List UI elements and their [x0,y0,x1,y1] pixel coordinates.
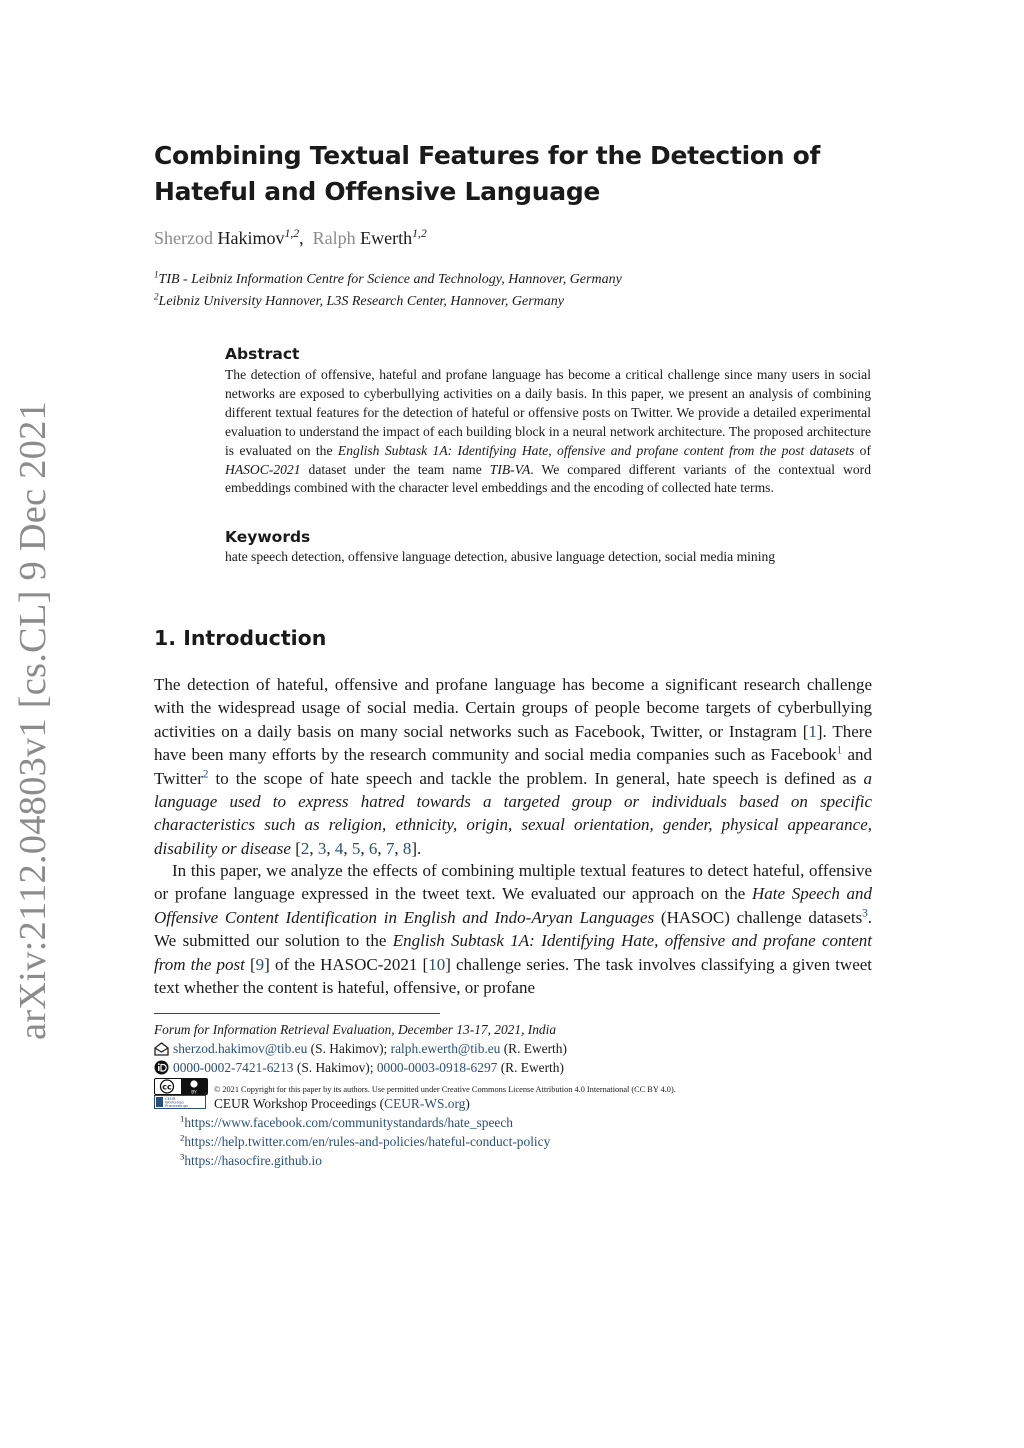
ceur-logo-line-2: Workshop [165,1099,184,1105]
abstract-text-3: dataset under the team name [300,461,490,477]
keywords-heading: Keywords [225,528,311,546]
ceur-logo-icon [154,1095,206,1114]
venue-text: Forum for Information Retrieval Evaluation, December 13-17, 2021, India [154,1022,557,1037]
author-list: Sherzod Hakimov$^{1,2}$, Ralph Ewerth$^{1,2}$ [154,227,427,248]
para2-text-a: In this paper, we analyze the effects of combining multiple textual features to detect hateful, offensive or profane language expressed in the tweet text. We evaluated our approach on the [154,861,872,904]
abstract-text-4: . We compared different variants of the contextual word embeddings combined with the character level embeddings and the encoding of collected hate terms. [225,461,871,496]
para2-text-d: [ [244,954,256,974]
orcid2-owner: (R. Ewerth) [497,1060,564,1076]
keywords-text: hate speech detection, offensive language detection, abusive language detection, social media mining [225,549,776,564]
email2-owner: (R. Ewerth) [500,1041,567,1057]
author-2-first-name: Ralph [312,228,356,248]
para1-text-e: [ [290,838,301,858]
hasoc-full-name: Hate Speech and Offensive Content Identification in English and Indo-Aryan Languages [154,884,872,927]
footnote-emails [154,1039,874,1058]
footnote-url-2 [154,1132,874,1151]
author-1-first-name: Sherzod [154,228,213,248]
orcid-link-hakimov[interactable]: 0000-0002-7421-6213 [173,1060,294,1076]
affiliation-2 [154,291,564,310]
abstract-emphasis-team: TIB-VA [489,461,531,477]
hasoc-site-url[interactable]: https://hasocfire.github.io [184,1153,322,1169]
subtask-name: English Subtask 1A: Identifying Hate, offensive and profane content from the post [154,931,872,974]
para2-text-c: . We submitted our solution to the [154,907,873,951]
ceur-logo-line-1: CEUR [165,1095,176,1101]
ceur-ws-link[interactable]: CEUR-WS.org [384,1095,466,1111]
section-heading-introduction: 1. Introduction [154,626,327,650]
footnote-url-1-num: 1 [180,1113,185,1124]
cc-badge-by-label: BY [191,1089,197,1095]
hate-speech-definition: a language used to express hatred towards a targeted group or individuals based on specific characteristics such as religion, ethnicity, origin, sexual orientation, gender, physical appearance, disability or disease [154,768,872,858]
citation-link-1[interactable]: 1 [808,721,817,741]
para2-text-f: ] challenge series. The task involves classifying a given tweet text whether the content is hateful, offensive, or profane [154,954,873,998]
para1-text-b: ]. There have been many efforts by the research community and social media companies such as Facebook [154,721,872,765]
footnote-venue [154,1020,874,1039]
citation-link-3[interactable]: 3 [317,838,327,858]
footnote-ref-3[interactable]: 3 [862,907,868,920]
paper-title [154,138,874,210]
footnote-url-2-num: 2 [180,1132,185,1143]
para1-text-d: to the scope of hate speech and tackle the problem. In general, hate speech is defined as [208,768,864,788]
citation-link-4[interactable]: 4 [334,838,344,858]
author-1-affil-sup: 1,2 [284,227,300,240]
para1-text-c: and Twitter [154,745,873,788]
footnote-divider [154,1013,440,1014]
title-line-2: Hateful and Offensive Language [154,177,601,206]
footnote-ref-2[interactable]: 2 [202,767,209,780]
para2-text-e: ] of the HASOC-2021 [ [264,954,429,974]
citation-link-5[interactable]: 5 [351,838,361,858]
para1-text-f: ]. [411,838,422,858]
author-2-affil-sup: 1,2 [412,227,427,240]
footnote-url-3-num: 3 [180,1151,185,1162]
copyright-text: © 2021 Copyright for this paper by its authors. Use permitted under Creative Commons License Attribution 4.0 International (CC BY 4.0). [214,1084,676,1094]
para2-text-b: (HASOC) challenge datasets [654,907,863,927]
footnote-orcids [154,1058,874,1077]
author-1-last-name: Hakimov [217,228,285,248]
intro-paragraph-2 [154,859,872,999]
citation-link-6[interactable]: 6 [368,838,378,858]
twitter-policy-url[interactable]: https://help.twitter.com/en/rules-and-policies/hateful-conduct-policy [184,1133,551,1149]
footnote-copyright [154,1078,874,1094]
para1-text-a: The detection of hateful, offensive and profane language has become a significant research challenge with the widespread usage of social media. Certain groups of people become targets of cyberbullying activities on a daily basis on many social networks such as Facebook, Twitter, or Instagram [ [154,675,872,741]
footnotes [154,1020,874,1170]
facebook-hate-speech-url[interactable]: https://www.facebook.com/communitystandards/hate_speech [184,1114,513,1130]
citation-link-9[interactable]: 9 [255,954,265,974]
affiliation-2-sup: 2 [154,291,159,302]
footnote-ref-1[interactable]: 1 [836,744,843,757]
footnote-url-1 [154,1113,874,1132]
affiliation-1-sup: 1 [154,269,159,280]
title-line-1: Combining Textual Features for the Detection of [154,141,821,170]
footnote-url-3 [154,1151,874,1170]
ceur-close-paren: ) [465,1095,470,1111]
citation-link-7[interactable]: 7 [385,838,395,858]
abstract-emphasis-dataset: HASOC-2021 [225,461,301,477]
orcid-link-ewerth[interactable]: 0000-0003-0918-6297 [376,1060,498,1076]
abstract-heading: Abstract [225,345,300,363]
abstract-emphasis-subtask: English Subtask 1A: Identifying Hate, offensive and profane content from the post datasets [337,442,855,458]
abstract-text-1: The detection of offensive, hateful and profane language has become a critical challenge since many users in social networks are exposed to cyberbullying activities on a daily basis. In this paper, we present an analysis of combining different textual features for the detection of hateful or offensive posts on Twitter. We provide a detailed experimental evaluation to understand the impact of each building block in a neural network architecture. The proposed architecture is evaluated on the [225,367,871,458]
ceur-text: CEUR Workshop Proceedings ( [214,1095,385,1111]
cc-badge-label: cc [162,1081,172,1091]
author-2-last-name: Ewerth [360,228,413,248]
abstract-body [225,366,871,498]
footnote-ceur [154,1094,874,1113]
arxiv-side-stamp: arXiv:2112.04803v1 [cs.CL] 9 Dec 2021 [12,401,54,1040]
affiliation-2-text: Leibniz University Hannover, L3S Research Center, Hannover, Germany [158,294,564,309]
orcid1-owner: (S. Hakimov); [293,1060,377,1076]
citation-link-10[interactable]: 10 [428,954,446,974]
intro-paragraph-1: The detection of hateful, offensive and profane language has become a significant research challenge with the widespread usage of social media. Certain groups of people become targets of cyberbullying activities on a daily basis on many social networks such as Facebook, Twitter, or Instagram [1]. There have been many efforts by the research community and social media companies such as Facebook$^1$ and Twitter$^2$ to the scope of hate speech and tackle the problem. In general, hate speech is defined as a language used to express hatred towards a targeted group or individuals based on specific characteristics such as religion, ethnicity, origin, sexual orientation, gender, physical appearance, disability or disease [2, 3, 4, 5, 6, 7, 8]. [154,675,873,858]
affiliation-1-text: TIB - Leibniz Information Centre for Science and Technology, Hannover, Germany [158,272,622,287]
ceur-logo-line-3: Proceedings [165,1103,189,1109]
affiliation-1 [154,269,622,288]
citation-link-2[interactable]: 2 [300,838,310,858]
email-link-hakimov[interactable]: sherzod.hakimov@tib.eu [173,1041,308,1057]
email1-owner: (S. Hakimov); [307,1041,391,1057]
email-link-ewerth[interactable]: ralph.ewerth@tib.eu [390,1041,501,1057]
abstract-text-2: of [854,442,871,458]
citation-link-8[interactable]: 8 [402,838,412,858]
